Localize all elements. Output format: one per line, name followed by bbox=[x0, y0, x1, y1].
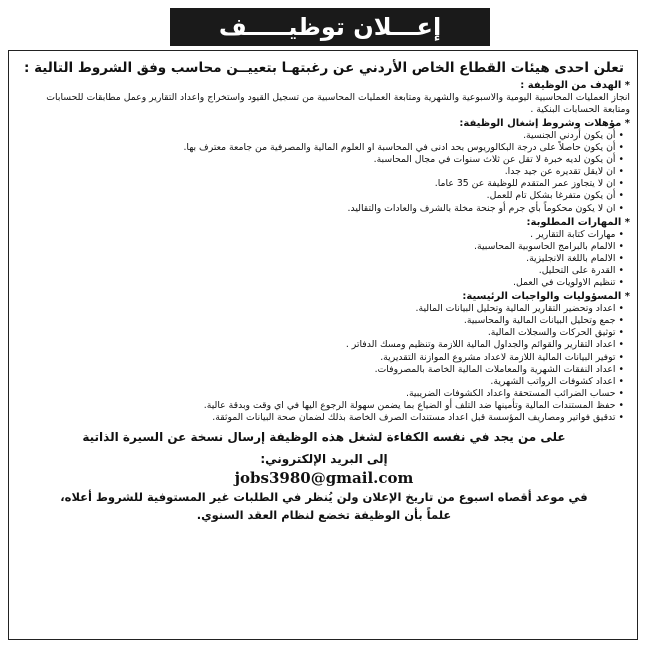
list-item: • اعداد وتحضير التقارير المالية وتحليل البيانات المالية. bbox=[18, 303, 624, 315]
list-item: • الالمام بالبرامج الحاسوبية المحاسبية. bbox=[18, 241, 624, 253]
list-item: • ان لا يكون محكوماً بأي جرم أو جنحة مخلة بالشرف والعادات والتقاليد. bbox=[18, 203, 624, 215]
deadline-note: في موعد أقصاه اسبوع من تاريخ الإعلان ولن يُنظر في الطلبات غير المستوفية للشروط أعلاه، bbox=[60, 490, 588, 505]
apply-instructions: على من يجد في نفسه الكفاءة لشغل هذه الوظيفة إرسال نسخة عن السيرة الذاتية bbox=[82, 430, 566, 445]
list-item: • اعداد النفقات الشهرية والمعاملات المالية الخاصة بالمصروفات. bbox=[18, 364, 624, 376]
list-item: • القدرة على التحليل. bbox=[18, 265, 624, 277]
qualifications-title: * مؤهلات وشروط إشغال الوظيفة: bbox=[459, 118, 630, 129]
list-item: • جمع وتحليل البيانات المالية والمحاسبية. bbox=[18, 315, 624, 327]
list-item: • اعداد كشوفات الرواتب الشهرية. bbox=[18, 376, 624, 388]
list-item: • توفير البيانات المالية اللازمة لاعداد مشروع الموازنة التقديرية. bbox=[18, 352, 624, 364]
list-item: • أن يكون أردني الجنسية. bbox=[18, 130, 624, 142]
goal-title: * الهدف من الوظيفة : bbox=[520, 80, 630, 91]
list-item: • حساب الضرائب المستحقة واعداد الكشوفات الضريبية. bbox=[18, 388, 624, 400]
skills-title: * المهارات المطلوبة: bbox=[526, 216, 630, 228]
contact-email[interactable]: jobs3980@gmail.com bbox=[234, 469, 414, 488]
list-item: • الالمام باللغة الانجليزية. bbox=[18, 253, 624, 265]
list-item: • مهارات كتابة التقارير . bbox=[18, 229, 624, 241]
ad-banner: إعـــلان توظيـــــف bbox=[170, 8, 490, 46]
list-item: • اعداد التقارير والقوائم والجداول المالية اللازمة وتنظيم ومسك الدفاتر . bbox=[18, 339, 624, 351]
email-label: إلى البريد الإلكتروني: bbox=[260, 452, 388, 467]
ad-headline: تعلن احدى هيئات القطاع الخاص الأردني عن رغبتهـا بتعييــن محاسب وفق الشروط التالية : bbox=[24, 60, 624, 76]
list-item: • ان لا يتجاوز عمر المتقدم للوظيفة عن 35 عاما. bbox=[18, 178, 624, 190]
ad-content bbox=[18, 60, 630, 524]
list-item: • تدقيق فواتير ومصاريف المؤسسة قبل اعداد مستندات الصرف الخاصة بذلك لضمان صحة البيانات الموثقة. bbox=[18, 412, 624, 424]
list-item: • أن يكون متفرغا بشكل تام للعمل. bbox=[18, 190, 624, 202]
list-item: • حفظ المستندات المالية وتأمينها ضد التلف أو الضياع بما يضمن سهولة الرجوع اليها في اي وقت وبدقة عالية. bbox=[18, 400, 624, 412]
skills-list bbox=[18, 229, 630, 289]
goal-text: انجاز العمليات المحاسبية اليومية والاسبوعية والشهرية ومتابعة العمليات المحاسبية من تسجيل القيود واستخراج واعداد التقارير وعمل مطابقات للحسابات ومتابعة الحسابات البنكية . bbox=[46, 92, 630, 115]
qualifications-list bbox=[18, 130, 630, 215]
list-item: • تنظيم الاولويات في العمل. bbox=[18, 277, 624, 289]
list-item: • أن يكون حاصلاً على درجة البكالوريوس بحد ادنى في المحاسبة او العلوم المالية والمصرفية من جامعة معترف بها. bbox=[18, 142, 624, 154]
list-item: • ان لايقل تقديره عن جيد جدا. bbox=[18, 166, 624, 178]
duties-list bbox=[18, 303, 630, 424]
list-item: • توثيق الحركات والسجلات المالية. bbox=[18, 327, 624, 339]
list-item: • أن يكون لديه خبرة لا تقل عن ثلاث سنوات في مجال المحاسبة. bbox=[18, 154, 624, 166]
contract-note: علماً بأن الوظيفة تخضع لنظام العقد السنوي. bbox=[196, 508, 452, 523]
duties-title: * المسؤوليات والواجبات الرئيسية: bbox=[462, 291, 630, 303]
